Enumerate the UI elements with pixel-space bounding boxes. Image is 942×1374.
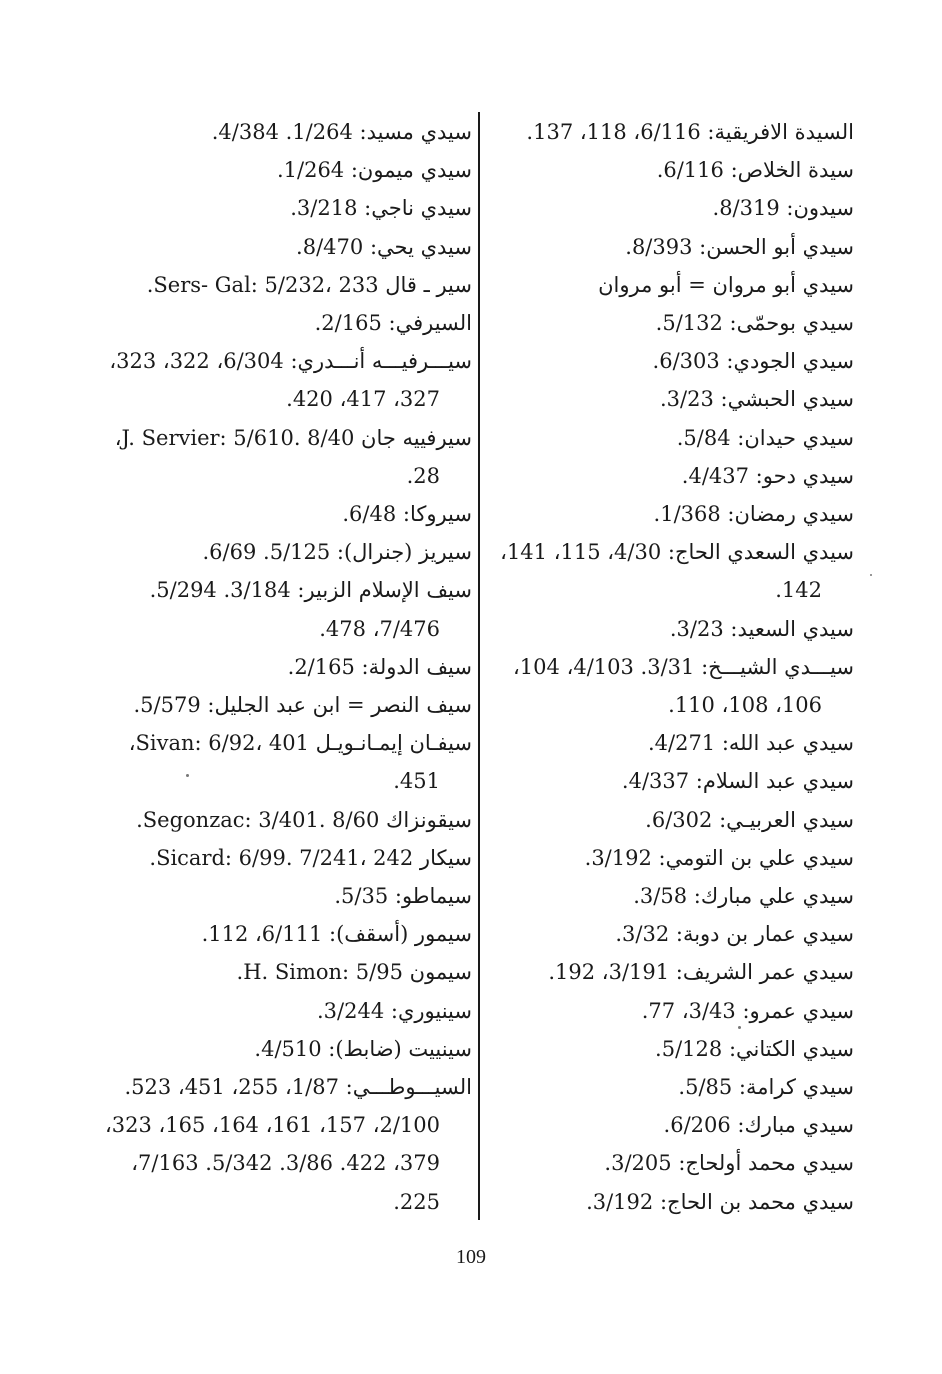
index-entry-line: سيمون H. Simon: 5/95. — [236, 960, 472, 985]
index-entry-line: سيدي محمد بن الحاج: 3/192. — [586, 1189, 854, 1214]
index-entry-line: سيدون: 8/319. — [712, 196, 854, 221]
index-entry-continuation: 225. — [393, 1189, 440, 1214]
index-entry — [490, 801, 854, 839]
index-entry-line: سيدي علي مبارك: 3/58. — [633, 884, 854, 909]
index-entry-line: السيـــوطـــي: 1/87، 255، 451، 523. — [124, 1075, 472, 1100]
index-entry-line: سيف النصر = ابن عبد الجليل: 5/579. — [133, 693, 472, 718]
index-entry — [490, 762, 854, 800]
index-entry-line: سيدي دحو: 4/437. — [681, 463, 854, 488]
index-entry-line: سيمور (أسقف): 6/111، 112. — [201, 922, 472, 947]
index-entry-line: السيدة الافريقية: 6/116، 118، 137. — [526, 120, 854, 144]
index-entry-continuation: 327، 417، 420. — [286, 387, 440, 412]
index-entry-line: سيدي علي بن التومي: 3/192. — [584, 845, 854, 870]
index-entry-line: سيدي السعدي الحاج: 4/30، 115، 141، — [500, 540, 854, 565]
index-entry-line: سيدي يحي: 8/470. — [296, 234, 472, 259]
index-entry — [100, 495, 472, 533]
index-entry-continuation: 379، 422. 3/86. 5/342. 7/163، — [131, 1151, 440, 1176]
index-entry — [490, 953, 854, 991]
index-entry-line: سيف الدولة: 2/165. — [287, 654, 472, 679]
index-entry-line: سيـــدي الشيـــخ: 3/31. 4/103، 104، — [513, 654, 854, 679]
index-entry-line: سيدي ناجي: 3/218. — [290, 196, 472, 221]
index-entry — [100, 419, 472, 495]
index-column-left — [100, 113, 472, 1221]
index-entry — [490, 1106, 854, 1144]
page-number: 109 — [456, 1246, 486, 1268]
index-entry-line: سيدي محمد أولحاج: 3/205. — [604, 1151, 854, 1176]
index-entry — [490, 533, 854, 609]
index-entry — [100, 1068, 472, 1221]
index-entry-line: سيدي عمار بن دوبة: 3/32. — [615, 922, 854, 947]
index-entry — [100, 724, 472, 800]
index-entry-line: سيماطو: 5/35. — [334, 884, 472, 909]
index-entry-continuation: 142. — [775, 578, 822, 603]
index-entry — [100, 877, 472, 915]
index-entry-line: سينييت (ضابط): 4/510. — [254, 1036, 472, 1061]
index-entry — [100, 648, 472, 686]
index-entry — [100, 686, 472, 724]
index-entry-line: سيدة الخلاص: 6/116. — [656, 158, 854, 183]
index-entry-line: سير ـ قال Sers- Gal: 5/232، 233. — [146, 272, 472, 297]
index-entry-line: سيدي ميمون: 1/264. — [276, 158, 472, 183]
index-entry — [490, 495, 854, 533]
index-entry-line: السيرفي: 2/165. — [314, 311, 472, 336]
scan-speck — [870, 574, 872, 576]
index-entry-line: سيدي الجودي: 6/303. — [652, 349, 854, 374]
index-entry — [490, 457, 854, 495]
index-entry — [490, 266, 854, 304]
index-entry — [100, 266, 472, 304]
index-entry — [490, 877, 854, 915]
index-entry — [490, 419, 854, 457]
index-entry-line: سيدي حيدان: 5/84. — [676, 425, 854, 450]
index-entry — [490, 1144, 854, 1182]
index-entry — [490, 151, 854, 189]
index-entry-line: سيدي أبو مروان = أبو مروان — [598, 272, 854, 297]
index-entry-line: سيدي كرامة: 5/85. — [678, 1075, 854, 1100]
index-entry-line: سيدي السعيد: 3/23. — [669, 616, 854, 641]
index-entry-line: سيدي عمرو: 3/43، 77. — [641, 998, 854, 1023]
index-entry-line: سيدي العربيـي: 6/302. — [645, 807, 854, 832]
index-entry-line: سيدي الحبشي: 3/23. — [659, 387, 854, 412]
index-entry — [490, 304, 854, 342]
index-entry — [100, 801, 472, 839]
index-entry-line: سيدي بوحمّى: 5/132. — [655, 311, 854, 336]
index-entry-line: سيريز (جنرال): 5/125. 6/69. — [202, 540, 472, 565]
index-entry-line: سيقونزاك Segonzac: 3/401. 8/60. — [136, 807, 472, 832]
index-entry-continuation: 451. — [393, 769, 440, 794]
index-entry — [100, 571, 472, 647]
index-entry-line: سيدي مبارك: 6/206. — [663, 1113, 854, 1138]
index-entry — [100, 151, 472, 189]
index-entry-continuation: 28. — [406, 463, 440, 488]
index-entry — [490, 342, 854, 380]
index-entry-line: سيدي عمر الشريف: 3/191، 192. — [548, 960, 854, 985]
index-entry — [490, 1068, 854, 1106]
index-entry — [490, 610, 854, 648]
index-entry — [490, 189, 854, 227]
index-entry-line: سيدي مسيد: 1/264. 4/384. — [211, 120, 472, 144]
index-entry-line: سيدي رمضان: 1/368. — [653, 502, 854, 527]
index-entry-line: سيدي الكتاني: 5/128. — [655, 1036, 854, 1061]
scan-speck — [738, 1026, 741, 1029]
index-entry-line: سيرفييه جان J. Servier: 5/610. 8/40، — [114, 425, 472, 450]
index-entry-continuation: 2/100، 157، 161، 164، 165، 323، — [104, 1113, 440, 1138]
index-entry — [100, 992, 472, 1030]
index-entry — [490, 648, 854, 724]
index-entry — [100, 228, 472, 266]
index-entry — [100, 304, 472, 342]
index-entry — [490, 992, 854, 1030]
index-entry-line: سيـــرفيـــه أنـــدري: 6/304، 322، 323، — [109, 349, 472, 374]
index-entry — [100, 953, 472, 991]
index-entry — [490, 839, 854, 877]
index-entry-line: سينيوري: 3/244. — [316, 998, 472, 1023]
index-entry — [100, 189, 472, 227]
index-entry-line: سيف الإسلام الزبير: 3/184. 5/294. — [149, 578, 472, 603]
index-entry-line: سيفـان إيمـانـويـل Sivan: 6/92، 401، — [128, 731, 472, 756]
index-entry — [100, 839, 472, 877]
index-entry-line: سيروكا: 6/48. — [342, 502, 472, 527]
index-entry-continuation: 7/476، 478. — [319, 616, 440, 641]
index-entry — [100, 113, 472, 151]
index-entry — [490, 228, 854, 266]
scan-speck — [186, 774, 189, 777]
index-entry-line: سيكار Sicard: 6/99. 7/241، 242. — [149, 845, 472, 870]
index-entry — [490, 380, 854, 418]
index-entry — [100, 915, 472, 953]
index-entry — [100, 1030, 472, 1068]
index-entry — [490, 1183, 854, 1221]
index-entry — [490, 724, 854, 762]
index-entry-line: سيدي عبد الله: 4/271. — [647, 731, 854, 756]
column-divider — [478, 112, 480, 1220]
index-entry — [490, 915, 854, 953]
index-entry — [490, 113, 854, 151]
index-entry — [100, 342, 472, 418]
index-column-right — [490, 113, 854, 1221]
index-entry — [100, 533, 472, 571]
index-entry-line: سيدي أبو الحسن: 8/393. — [625, 234, 854, 259]
index-entry-line: سيدي عبد السلام: 4/337. — [621, 769, 854, 794]
index-entry — [490, 1030, 854, 1068]
index-entry-continuation: 106، 108، 110. — [668, 693, 822, 718]
